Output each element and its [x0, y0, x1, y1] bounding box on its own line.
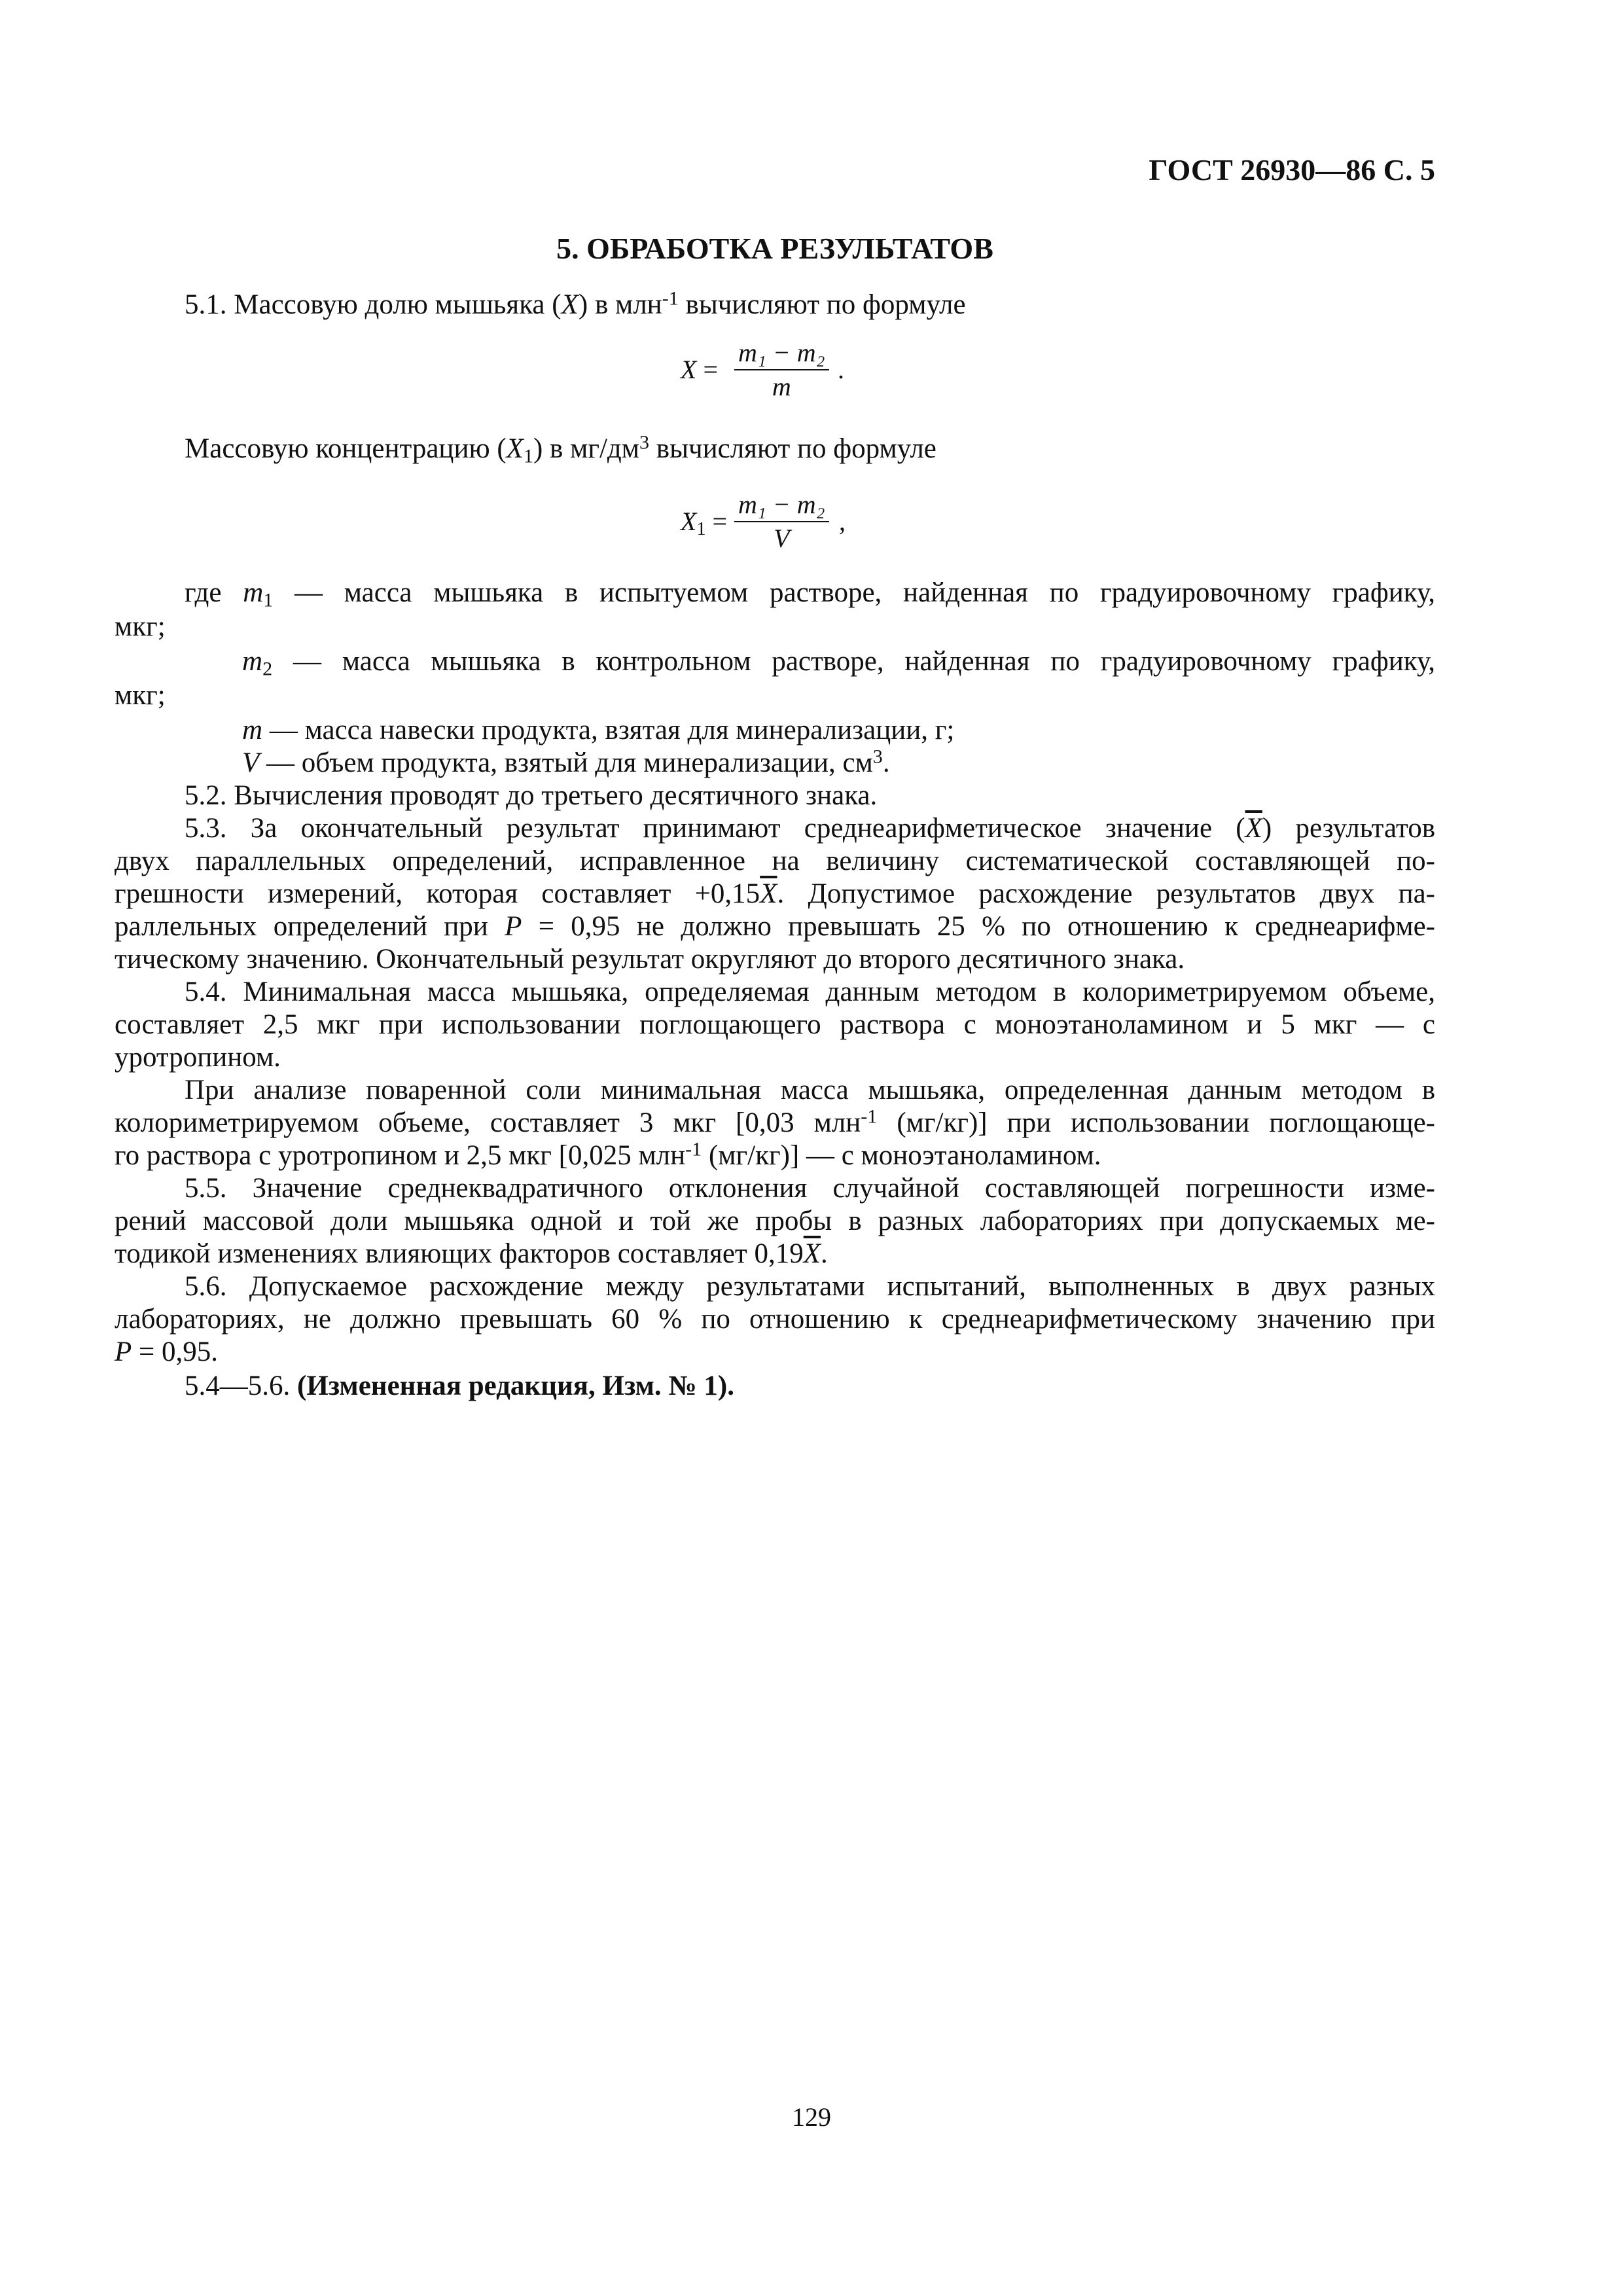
- paragraph-5-6-line-1: 5.6. Допускаемое расхождение между результатами испытаний, выполненных в двух разных: [185, 1271, 1435, 1302]
- where-m2: $m_2$ — масса мышьяка в контрольном растворе, найденная по градуировочному графику,: [242, 646, 1435, 680]
- paragraph-5-3-line-1: 5.3. За окончательный результат принимают среднеарифметическое значение $(\overline{X})$ результатов: [185, 813, 1435, 844]
- text: вычисляют по формуле: [678, 289, 966, 320]
- exponent: -1: [662, 287, 679, 310]
- formula-punct: ,: [839, 507, 846, 536]
- text: 5.1. Массовую долю мышьяка (: [185, 289, 562, 320]
- where-m1-cont: мкг;: [115, 611, 166, 642]
- page-number: 129: [792, 2102, 831, 2132]
- fraction: [734, 338, 829, 402]
- paragraph-5-4-line-2: составляет 2,5 мкг при использовании поглощающего раствора с моноэтаноламином и 5 мкг — с: [115, 1009, 1435, 1040]
- where-v: V — объем продукта, взятый для минерализации, $см^3$.: [242, 745, 890, 778]
- fraction: [734, 490, 829, 554]
- where-m2-cont: мкг;: [115, 680, 166, 711]
- amendment-note: 5.4—5.6. (Измененная редакция, Изм. № 1).: [185, 1371, 734, 1401]
- var-x: X: [561, 289, 579, 320]
- paragraph-salt-line-3: го раствора с уротропином и 2,5 мкг [0,025 млн$^{-1}$ (мг/кг)] — с моноэтаноламином.: [115, 1138, 1101, 1171]
- paragraph-5-6-line-2: лабораториях, не должно превышать 60 % по отношению к среднеарифметическому значению при: [115, 1304, 1435, 1335]
- paragraph-5-3-line-5: тическому значению. Окончательный результат округляют до второго десятичного знака.: [115, 944, 1185, 975]
- var-x1: X: [506, 433, 524, 464]
- denominator: m: [772, 372, 791, 401]
- where-m1: где $m_1$ — масса мышьяка в испытуемом растворе, найденная по градуировочному графику,: [185, 577, 1435, 611]
- paragraph-5-4-line-3: уротропином.: [115, 1042, 281, 1073]
- paragraph-5-3-line-3: грешности измерений, которая составляет $+0,15\overline{X}$. Допустимое расхождение результатов двух па-: [115, 878, 1435, 909]
- paragraph-5-2: 5.2. Вычисления проводят до третьего десятичного знака.: [185, 780, 878, 811]
- paragraph-5-5-line-2: рений массовой доли мышьяка одной и той же пробы в разных лабораториях при допускаемых ме-: [115, 1206, 1435, 1236]
- paragraph-5-4-line-1: 5.4. Минимальная масса мышьяка, определяемая данным методом в колориметрируемом объеме,: [185, 977, 1435, 1007]
- text: ) в млн: [578, 289, 662, 320]
- paragraph-5-1: [185, 288, 1435, 322]
- formula-lhs: X =: [681, 355, 718, 384]
- paragraph-5-5-line-1: 5.5. Значение среднеквадратичного отклонения случайной составляющей погрешности изме-: [185, 1173, 1435, 1204]
- formula-lhs: $X_1$ =: [681, 507, 727, 539]
- paragraph-5-3-line-4: раллельных определений при P = 0,95 не должно превышать 25 % по отношению к среднеарифме-: [115, 911, 1435, 942]
- section-title: 5. ОБРАБОТКА РЕЗУЛЬТАТОВ: [556, 232, 993, 265]
- numerator: m₁ − m₂: [734, 338, 829, 370]
- where-m: m — масса навески продукта, взятая для минерализации, г;: [242, 715, 955, 745]
- numerator: m₁ − m₂: [734, 490, 829, 522]
- formula-punct: .: [838, 355, 844, 384]
- paragraph-5-5-line-3: тодикой изменениях влияющих факторов составляет $0,19\overline{X}$.: [115, 1238, 828, 1269]
- paragraph-salt-line-1: При анализе поваренной соли минимальная масса мышьяка, определенная данным методом в: [185, 1075, 1435, 1105]
- paragraph-salt-line-2: колориметрируемом объеме, составляет 3 мкг [0,03 млн$^{-1}$ (мг/кг)] при использовании поглощающе-: [115, 1105, 1436, 1138]
- paragraph-concentration: Массовую концентрацию $(X_1)$ в $мг/дм^3$ вычисляют по формуле: [185, 431, 936, 467]
- standard-header: ГОСТ 26930—86 С. 5: [1149, 153, 1435, 187]
- paragraph-5-3-line-2: двух параллельных определений, исправленное на величину систематической составляющей по-: [115, 846, 1435, 876]
- denominator: V: [774, 524, 790, 553]
- paragraph-5-6-line-3: P = 0,95.: [115, 1336, 219, 1367]
